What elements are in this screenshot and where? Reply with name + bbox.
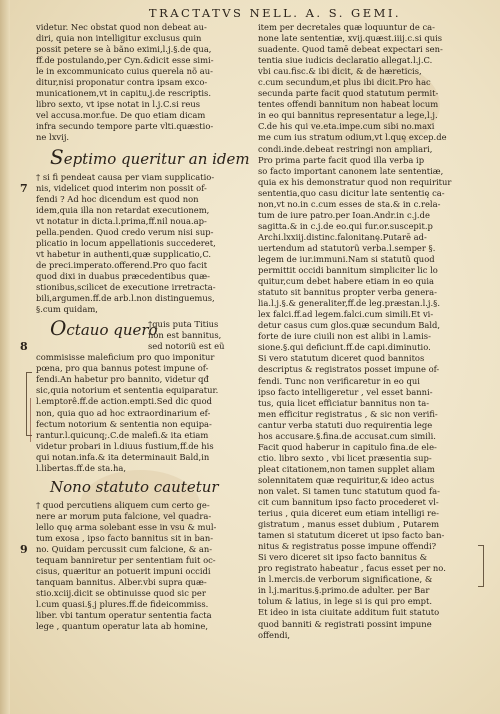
text-line: liber. vbi tantum operatur sententia facta bbox=[36, 610, 212, 621]
text-line: plicatio in locum appellationis succederet, bbox=[36, 237, 216, 248]
text-line: in l.mercis.de verborum significatione, & bbox=[258, 574, 433, 585]
text-line: lello quę arma solebant esse in vsu & mul- bbox=[36, 521, 217, 532]
text-line: Facit quod haberur in capitulo fina.de ele- bbox=[258, 441, 437, 452]
text-line: terius , quia diceret eum etiam intelligi re- bbox=[258, 508, 439, 519]
text-line: tolum & latius, in lege si is qui pro empt. bbox=[258, 596, 433, 607]
text-line: sione.§.qui deficiunt.ff.de capi.diminutio. bbox=[258, 342, 431, 353]
text-line: detur casus cum glos.quæ secundum Bald, bbox=[258, 320, 441, 331]
margin-bracket bbox=[478, 545, 484, 587]
text-line: quia ex his demonstratur quod non requiritur bbox=[258, 176, 452, 187]
text-line: non est bannitus, bbox=[148, 330, 222, 341]
left-paragraph-3 bbox=[36, 352, 236, 474]
text-line: hos accusare.§.fina.de accusat.cum simili. bbox=[258, 430, 436, 441]
text-line: pleat citationem,non tamen supplet aliam bbox=[258, 463, 435, 474]
right-paragraph-1 bbox=[258, 22, 476, 641]
text-line: cantur verba statuti duo requirentia lege bbox=[258, 419, 433, 430]
text-line: Si vero diceret sit ipso facto bannitus & bbox=[258, 552, 428, 563]
text-line: † si fi pendeat causa per viam supplicatio- bbox=[36, 171, 215, 182]
left-text-column bbox=[36, 22, 250, 632]
text-line: non, quia quo ad hoc extraordinarium ef- bbox=[36, 407, 211, 418]
marginal-note-line bbox=[30, 398, 31, 442]
text-line: vbi cau.fisc.& ibi dicit, & de hæreticis, bbox=[258, 66, 422, 77]
text-line: idem,quia illa non retardat executionem, bbox=[36, 204, 210, 215]
text-line: Archi.lxxiij.distinc.falonitanę.Putarē ad- bbox=[258, 231, 427, 242]
margin-number-9: 9 bbox=[20, 543, 28, 556]
text-line: sententia,quo casu dicitur late sententię ca- bbox=[258, 187, 445, 198]
text-line: pella.penden. Quod credo verum nisi sup- bbox=[36, 226, 214, 237]
text-line: non,vt no.in c.cum esses de sta.& in c.rela- bbox=[258, 198, 441, 209]
left-paragraph-3-side bbox=[148, 319, 236, 352]
section-heading-septimo: Septimo queritur an idem bbox=[50, 144, 250, 169]
text-line: fectum notorium & sententia non equipa- bbox=[36, 418, 212, 429]
text-line: †quis puta Titius bbox=[148, 319, 219, 330]
text-line: quod dixi in duabus præcedentibus quæ- bbox=[36, 270, 210, 281]
text-line: municationem,vt in capitu,j.de rescriptis. bbox=[36, 88, 212, 99]
text-line: condi.inde.debeat restringi non ampliari, bbox=[258, 143, 433, 154]
text-line: c.cum secundum,et plus ibi dicit.Pro hac bbox=[258, 77, 431, 88]
text-line: bili,argumen.ff.de arb.l.non distinguemus, bbox=[36, 293, 215, 304]
text-line: nere ar morum puta falcione, vel quadra- bbox=[36, 510, 212, 521]
text-line: le in excommunicato cuius querela nõ au- bbox=[36, 66, 213, 77]
text-line: uertendum ad statutorũ verba.l.semper §. bbox=[258, 242, 436, 253]
text-line: tus, quia licet efficiatur bannitus non ta- bbox=[258, 397, 430, 408]
text-line: solennitatem quæ requiritur,& ideo actus bbox=[258, 474, 435, 485]
text-line: Pro prima parte facit quod illa verba ip bbox=[258, 154, 425, 165]
text-line: lege , quantum operatur lata ab homine, bbox=[36, 621, 209, 632]
text-line: fendi.An habetur pro bannito, videtur qđ bbox=[36, 374, 209, 385]
margin-number-7: 7 bbox=[20, 182, 28, 195]
text-line: secunda parte facit quod statutum permit- bbox=[258, 88, 439, 99]
running-head: TRACTATVS NELL. A. S. GEMI. bbox=[148, 6, 402, 20]
text-line: me cum ius stratum odium,vt l.quę excep.de bbox=[258, 132, 447, 143]
text-line: C.de his qui ve.eta.impe.cum sibi no.maxi bbox=[258, 121, 435, 132]
left-paragraph-2 bbox=[36, 172, 236, 316]
text-line: item per decretales quæ loquuntur de ca- bbox=[258, 22, 435, 32]
text-line: qui notan.infa.& ita determinauit Bald,in bbox=[36, 451, 210, 462]
text-line: sagitta.& in c.j.de eo.qui fur.or.suscepit.p bbox=[258, 220, 433, 231]
text-line: tanquam bannitus. Alber.vbi supra quæ- bbox=[36, 577, 207, 588]
text-line: legem de iur.immuni.Nam si statutũ quod bbox=[258, 253, 435, 264]
text-line: videtur probari in l.diuus fustium,ff.de his bbox=[36, 440, 214, 451]
text-line: in eo qui bannitus representatur a lege,l.j. bbox=[258, 110, 438, 121]
text-line: ff.de postulando,per Cyn.&dicit esse simi- bbox=[36, 55, 214, 66]
text-line: ne lxvij. bbox=[36, 132, 70, 143]
text-line: none late sententiæ, xvij.quæst.iiij.c.si quis bbox=[258, 33, 443, 44]
text-line: lex falci.ff.ad legem.falci.cum simili.Et vi- bbox=[258, 309, 434, 320]
text-line: descriptus & registratos posset impune of- bbox=[258, 364, 440, 375]
text-line: l.cum quasi.§.j plures.ff.de fideicommiss. bbox=[36, 599, 209, 610]
text-line: gistratum , manus esset dubium , Putarem bbox=[258, 519, 440, 530]
text-line: quod banniti & registrati possint impune bbox=[258, 618, 432, 629]
text-line: videtur. Nec obstat quod non debeat au- bbox=[36, 22, 207, 32]
text-line: forte de iure ciuili non est alibi in l.amis- bbox=[258, 331, 431, 342]
text-line: ipso facto intelligeretur , vel esset banni- bbox=[258, 386, 433, 397]
text-line: non valet. Si tamen tunc statutum quod fa- bbox=[258, 485, 440, 496]
text-line: libro sexto, vt ipse notat in l.j.C.si reus bbox=[36, 99, 201, 110]
text-line: stionibus,scilicet de executione irretracta- bbox=[36, 281, 216, 292]
text-line: tentia siue iudicis declaratio allegat.l.j.C. bbox=[258, 55, 433, 66]
text-line: de preci.imperato.offerend.Pro quo facit bbox=[36, 259, 208, 270]
text-line: fendi. Tunc non verificaretur in eo qui bbox=[258, 375, 420, 386]
text-line: so facto important canonem late sententiæ, bbox=[258, 165, 444, 176]
text-line: tum exosa , ipso facto bannitus sit in ban- bbox=[36, 532, 214, 543]
text-line: nitus & registratus posse impune offendi? bbox=[258, 541, 437, 552]
text-line: in l.j.maritus.§.primo.de adulter. per Bar bbox=[258, 585, 430, 596]
text-line: Et ideo in ista ciuitate additum fuit statuto bbox=[258, 607, 440, 618]
section-heading-octauo: Octauo quero bbox=[50, 316, 158, 341]
text-line: pro registrato habeatur , facus esset per no. bbox=[258, 563, 446, 574]
text-line: ditur,nisi proponatur contra ipsam exco- bbox=[36, 77, 208, 88]
text-line: permittit occidi bannitum simpliciter lic lo bbox=[258, 265, 438, 276]
left-paragraph-1 bbox=[36, 22, 236, 144]
text-line: offendi, bbox=[258, 629, 291, 640]
text-line: §.cum quidam, bbox=[36, 304, 98, 315]
left-paragraph-4 bbox=[36, 500, 236, 633]
text-line: fendi ? Ad hoc dicendum est quod non bbox=[36, 193, 199, 204]
text-line: infra secundo tempore parte vlti.quæstio- bbox=[36, 121, 214, 132]
text-line: tequam banniretur per sententiam fuit oc- bbox=[36, 555, 216, 566]
text-line: Si vero statutum diceret quod bannitos bbox=[258, 353, 425, 364]
text-line: sed notoriũ est eũ bbox=[148, 341, 225, 352]
text-line: statuto sit bannitus propter verba genera- bbox=[258, 287, 437, 298]
text-line: stio.xciij.dicit se obtinuisse quod sic per bbox=[36, 588, 206, 599]
text-line: tum de iure patro.per Ioan.Andr.in c.j.de bbox=[258, 209, 430, 220]
text-line: vt notatur in dicta.l.prima,ff.nil noua.ap- bbox=[36, 215, 207, 226]
margin-bracket bbox=[26, 372, 32, 436]
text-line: cisus, quæritur an potuerit impuni occidi bbox=[36, 566, 211, 577]
text-line: † quod percutiens aliquem cum certo ge- bbox=[36, 499, 210, 510]
text-line: l.libertas.ff.de sta.ha, bbox=[36, 462, 126, 473]
text-line: suadente. Quod tamē debeat expectari sen- bbox=[258, 44, 443, 55]
text-line: vt habetur in authenti,quæ supplicatio,C. bbox=[36, 248, 212, 259]
text-line: commisisse maleficium pro quo imponitur bbox=[36, 352, 215, 363]
right-text-column bbox=[258, 22, 476, 641]
text-line: rantur.l.quicunq;.C.de malefi.& ita etiam bbox=[36, 429, 209, 440]
text-line: no. Quidam percussit cum falcione, & an- bbox=[36, 543, 213, 554]
text-line: possit petere se à bãno eximi,l.j.§.de qua, bbox=[36, 44, 212, 55]
text-line: sic,quia notorium et sententia equiparatur. bbox=[36, 385, 219, 396]
text-line: nis, videlicet quod interim non possit of- bbox=[36, 182, 207, 193]
text-line: lia.l.j.§.& generaliter,ff.de leg.præstan.l.j.§. bbox=[258, 298, 441, 309]
text-line: ctio. libro sexto , vbi licet præsentia sup- bbox=[258, 452, 432, 463]
page-gutter-edge bbox=[0, 0, 10, 714]
text-line: cit cum bannitum ipso facto procederet vl- bbox=[258, 497, 439, 508]
text-line: vel accusa.mor.fue. De quo etiam dicam bbox=[36, 110, 206, 121]
text-line: men efficitur registratus , & sic non verifi- bbox=[258, 408, 438, 419]
text-line: quitur,cum debet habere etiam in eo quia bbox=[258, 276, 435, 287]
text-line: diri, quia non intelligitur exclusus quin bbox=[36, 33, 202, 44]
text-line: pœna, pro qua bannus potest impune of- bbox=[36, 363, 209, 374]
section-heading-nono: Nono statuto cautetur bbox=[50, 477, 219, 496]
text-line: tamen si statutum diceret ut ipso facto ban- bbox=[258, 530, 445, 541]
text-line: l.emptorê.ff.de action.empti.Sed dic quod bbox=[36, 396, 212, 407]
margin-number-8: 8 bbox=[20, 340, 28, 353]
text-line: tentes offendi bannitum non habeat locum bbox=[258, 99, 439, 110]
